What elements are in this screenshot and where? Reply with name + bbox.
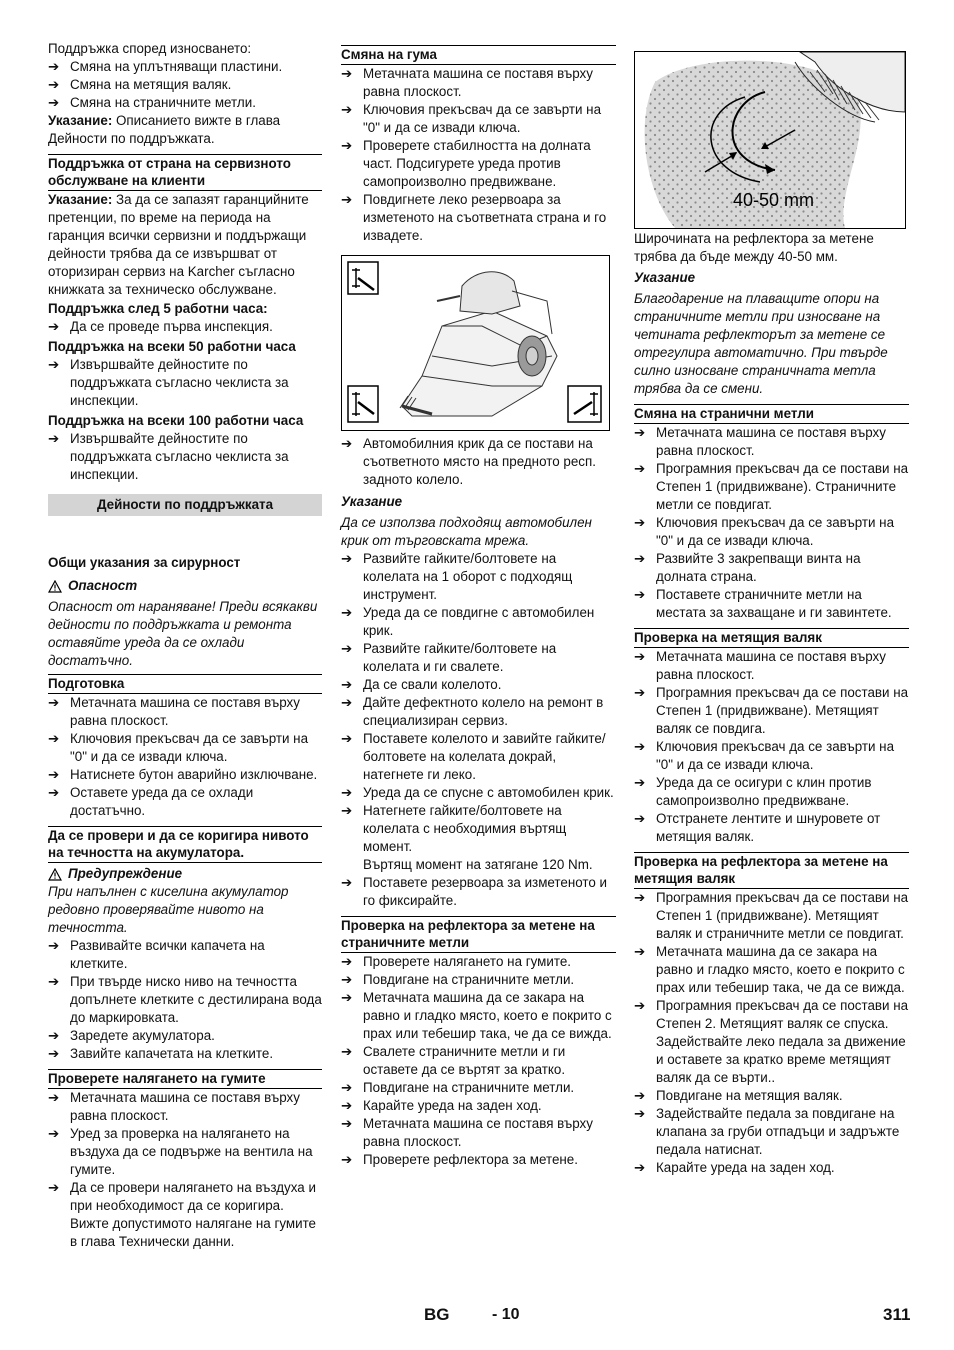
column-1 xyxy=(48,40,322,1251)
sweeper-illustration xyxy=(342,256,609,430)
note-heading: Указание xyxy=(341,494,403,509)
arrow-icon: ➔ xyxy=(341,803,353,818)
arrow-icon: ➔ xyxy=(48,1126,60,1141)
arrow-icon: ➔ xyxy=(634,1160,646,1175)
arrow-icon: ➔ xyxy=(341,1152,353,1167)
list-item: ➔ Повдигане на страничните метли. xyxy=(341,1080,575,1095)
warning-triangle-icon xyxy=(48,580,62,593)
list-item: ➔ Завийте капачетата на клетките. xyxy=(48,1046,274,1061)
arrow-icon: ➔ xyxy=(341,605,353,620)
safety-heading: Общи указания за сирурност xyxy=(48,555,241,570)
arrow-icon: ➔ xyxy=(634,775,646,790)
arrow-icon: ➔ xyxy=(341,138,353,153)
list-item: ➔ Отстранете лентите и шнуровете от метящия валяк. xyxy=(634,811,881,844)
tyre-heading: Проверете наляганетo на гумите xyxy=(48,1069,322,1089)
list-item: ➔ Повдигане на метящия валяк. xyxy=(634,1088,843,1103)
arrow-icon: ➔ xyxy=(634,649,646,664)
sweep-pattern-illustration xyxy=(635,52,905,228)
arrow-icon: ➔ xyxy=(48,785,60,800)
arrow-icon: ➔ xyxy=(341,641,353,656)
arrow-icon: ➔ xyxy=(634,461,646,476)
list-item: ➔ Метачната машина се поставя върху равна плоскост. xyxy=(48,695,300,728)
list-item: ➔ Оставете уреда да се охлади достатъчно. xyxy=(48,785,254,818)
list-item: ➔ Развивайте всички капачета на клетките. xyxy=(48,938,265,971)
list-item: ➔ Да се проведе първа инспекция. xyxy=(48,319,273,334)
list-item: ➔ Повдигнете леко резервоара за изметеното на съответната страна и го извадете. xyxy=(341,192,607,243)
arrow-icon: ➔ xyxy=(48,77,60,92)
list-item: ➔ Задействайте педала за повдигане на клапана за груби отпадъци и задръжте педала натиснат. xyxy=(634,1106,900,1157)
list-item: ➔ Смяна на страничните метли. xyxy=(48,95,256,110)
list-item: ➔ Ключовия прекъсвач да се завърти на "0" и да се извади ключа. xyxy=(48,731,309,764)
arrow-icon: ➔ xyxy=(634,685,646,700)
arrow-icon: ➔ xyxy=(341,1044,353,1059)
arrow-icon: ➔ xyxy=(341,990,353,1005)
list-item: ➔ Смяна на уплътняващи пластини. xyxy=(48,59,283,74)
list-item: ➔ Метачната машина се поставя върху равна плоскост. xyxy=(634,425,886,458)
arrow-icon: ➔ xyxy=(341,677,353,692)
roller-check-heading: Проверка на метящия валяк xyxy=(634,628,909,648)
prep-heading: Подготовка xyxy=(48,674,322,694)
arrow-icon: ➔ xyxy=(634,551,646,566)
arrow-icon: ➔ xyxy=(341,695,353,710)
list-item: ➔ При твърде ниско ниво на течността допълнете клетките с дестилирана вода до маркировката. xyxy=(48,974,322,1025)
intro-text: Поддръжка според износването: xyxy=(48,41,252,56)
list-item: ➔ Смяна на метящия валяк. xyxy=(48,77,232,92)
list-item: ➔ Да се провери налягането на въздуха и при необходимост да се коригира. Вижте допустимото налягане на гумите в глава Технически данни. xyxy=(48,1180,317,1249)
danger-label: Опасност xyxy=(48,577,322,595)
arrow-icon: ➔ xyxy=(48,767,60,782)
arrow-icon: ➔ xyxy=(48,431,60,446)
arrow-icon: ➔ xyxy=(634,890,646,905)
arrow-icon: ➔ xyxy=(341,192,353,207)
sweeper-jack-figure xyxy=(341,255,610,431)
list-item: ➔ Натегнете гайките/болтовете на колелата с необходимия въртящ момент. xyxy=(341,803,567,854)
arrow-icon: ➔ xyxy=(48,59,60,74)
list-item: ➔ Уреда да се повдигне с автомобилен крик. xyxy=(341,605,595,638)
list-item: ➔ Повдигане на страничните метли. xyxy=(341,972,575,987)
every100-heading: Поддръжка на всеки 100 работни часа xyxy=(48,413,304,428)
warning-label: Предупреждение xyxy=(48,865,322,883)
tyre-change-heading: Смяна на гума xyxy=(341,45,616,65)
page-number: 311 xyxy=(883,1305,911,1324)
sweep-pattern-figure xyxy=(634,51,906,229)
list-item: ➔ Свалете страничните метли и ги оставете да се въртят за кратко. xyxy=(341,1044,566,1077)
arrow-icon: ➔ xyxy=(48,1090,60,1105)
arrow-icon: ➔ xyxy=(48,1046,60,1061)
list-item: ➔ Ключовия прекъсвач да се завърти на "0" и да се извади ключа. xyxy=(341,102,602,135)
list-item: ➔ Проверете рефлектора за метене. xyxy=(341,1152,578,1167)
service-heading: Поддръжка от страна на сервизното обслужване на клиенти xyxy=(48,154,322,191)
list-item: ➔ Развийте 3 закрепващи винта на долната страна. xyxy=(634,551,861,584)
note-text: Да се използва подходящ автомобилен крик от търговската мрежа. xyxy=(341,515,592,548)
arrow-icon: ➔ xyxy=(48,95,60,110)
arrow-icon: ➔ xyxy=(48,357,60,372)
arrow-icon: ➔ xyxy=(341,972,353,987)
arrow-icon: ➔ xyxy=(48,731,60,746)
list-item: ➔ Да се свали колелото. xyxy=(341,677,502,692)
side-change-heading: Смяна на странични метли xyxy=(634,404,909,424)
footer-subpage: - 10 xyxy=(492,1306,520,1323)
arrow-icon: ➔ xyxy=(634,1106,646,1121)
column-3 xyxy=(634,40,909,1177)
list-item: ➔ Програмния прекъсвач да се постави на Степен 1 (придвижване). Метящият валяк се повдига. xyxy=(634,685,909,736)
list-item: ➔ Поставете страничните метли на местата за захващане и ги завинтете. xyxy=(634,587,892,620)
note-text: Благодарение на плаващите опори на страничните метли при износване на четината рефлекторът за метене се отрегулира автоматично. При твърде силно износване страничната метла трябва да се смени. xyxy=(634,291,888,396)
list-item: ➔ Метачната машина се поставя върху равна плоскост. xyxy=(341,66,593,99)
list-item: ➔ Ключовия прекъсвач да се завърти на "0" и да се извади ключа. xyxy=(634,739,895,772)
arrow-icon: ➔ xyxy=(341,102,353,117)
list-item: ➔ Метачната машина да се закара на равно и гладко място, което е покрито с прах или тебешир така, че да се вижда. xyxy=(634,944,905,995)
warning-triangle-icon xyxy=(48,868,62,881)
list-item: ➔ Натиснете бутон аварийно изключване. xyxy=(48,767,318,782)
arrow-icon: ➔ xyxy=(634,425,646,440)
footer-language: BG xyxy=(424,1305,450,1324)
list-item: ➔ Заредете акумулатора. xyxy=(48,1028,215,1043)
arrow-icon: ➔ xyxy=(341,1080,353,1095)
section-title: Дейности по поддръжката xyxy=(48,494,322,516)
list-item: ➔ Поставете резервоара за изметеното и го фиксирайте. xyxy=(341,875,608,908)
arrow-icon: ➔ xyxy=(48,974,60,989)
list-item: ➔ Поставете колелото и завийте гайките/болтовете на колелата докрай, натегнете ги леко. xyxy=(341,731,606,782)
list-item: ➔ Програмния прекъсвач да се постави на Степен 1 (придвижване). Метящият валяк и страничните метли се повдигат. xyxy=(634,890,909,941)
list-item: ➔ Развийте гайките/болтовете на колелата и ги свалете. xyxy=(341,641,557,674)
list-item: ➔ Ключовия прекъсвач да се завърти на "0" и да се извади ключа. xyxy=(634,515,895,548)
arrow-icon: ➔ xyxy=(341,785,353,800)
arrow-icon: ➔ xyxy=(634,944,646,959)
service-note: Указание: За да се запазят гаранцийните претенции, по време на периода на гаранция всички сервизни и поддържащи дейности трябва да се извършват от оторизиран сервиз на Karcher съгласно книжката за техническо обслужване. xyxy=(48,192,309,297)
arrow-icon: ➔ xyxy=(634,515,646,530)
list-item: ➔ Уреда да се спусне с автомобилен крик. xyxy=(341,785,614,800)
arrow-icon: ➔ xyxy=(634,811,646,826)
list-item: ➔ Карайте уреда на заден ход. xyxy=(634,1160,835,1175)
every50-heading: Поддръжка на всеки 50 работни часа xyxy=(48,339,296,354)
list-item: ➔ Карайте уреда на заден ход. xyxy=(341,1098,542,1113)
dimension-label: 40-50 mm xyxy=(733,190,815,210)
arrow-icon: ➔ xyxy=(341,66,353,81)
arrow-icon: ➔ xyxy=(341,875,353,890)
arrow-icon: ➔ xyxy=(48,1180,60,1195)
arrow-icon: ➔ xyxy=(341,436,353,451)
roller-reflector-heading: Проверка на рефлектора за метене на метящия валяк xyxy=(634,852,909,889)
figure-caption: Широчината на рефлектора за метене трябва да бъде между 40-50 мм. xyxy=(634,231,874,264)
side-check-heading: Проверка на рефлектора за метене на страничните метли xyxy=(341,916,616,953)
list-item: ➔ Проверете стабилността на долната част. Подсигурете уреда против самопроизволно предвижване. xyxy=(341,138,591,189)
arrow-icon: ➔ xyxy=(341,954,353,969)
list-item: ➔ Дайте дефектното колело на ремонт в специализиран сервиз. xyxy=(341,695,604,728)
arrow-icon: ➔ xyxy=(48,938,60,953)
list-item: ➔ Извършвайте дейностите по поддръжката съгласно чеклиста за инспекции. xyxy=(48,357,289,408)
note-heading: Указание xyxy=(634,270,696,285)
after5-heading: Поддръжка след 5 работни часа: xyxy=(48,301,268,316)
list-item: ➔ Метачната машина да се закара на равно и гладко място, което е покрито с прах или тебешир така, че да се вижда. xyxy=(341,990,612,1041)
list-item: ➔ Метачната машина се поставя върху равна плоскост. xyxy=(341,1116,593,1149)
arrow-icon: ➔ xyxy=(341,1098,353,1113)
arrow-icon: ➔ xyxy=(341,731,353,746)
note-paragraph: Указание: Описанието вижте в глава Дейности по поддръжката. xyxy=(48,113,281,146)
torque-text: Въртящ момент на затягане 120 Nm. xyxy=(363,857,593,872)
arrow-icon: ➔ xyxy=(48,1028,60,1043)
list-item: ➔ Програмния прекъсвач да се постави на Степен 2. Метящият валяк се спуска. Задействайте леко педала за движение и оставете за кратко време метящият валяк да се върти.. xyxy=(634,998,909,1085)
list-item: ➔ Развийте гайките/болтовете на колелата на 1 оборот с подходящ инструмент. xyxy=(341,551,573,602)
list-item: ➔ Автомобилния крик да се постави на съответното място на предното респ. задното колело. xyxy=(341,436,596,487)
battery-heading: Да се провери и да се коригира нивото на течността на акумулатора. xyxy=(48,826,322,863)
arrow-icon: ➔ xyxy=(634,587,646,602)
list-item: ➔ Програмния прекъсвач да се постави на Степен 1 (придвижване). Страничните метли се повдигат. xyxy=(634,461,909,512)
warning-text: При напълнен с киселина акумулатор редовно проверявайте нивото на течността. xyxy=(48,884,289,935)
arrow-icon: ➔ xyxy=(341,1116,353,1131)
arrow-icon: ➔ xyxy=(634,998,646,1013)
arrow-icon: ➔ xyxy=(341,551,353,566)
arrow-icon: ➔ xyxy=(634,739,646,754)
arrow-icon: ➔ xyxy=(634,1088,646,1103)
intro-list xyxy=(48,58,322,112)
arrow-icon: ➔ xyxy=(48,695,60,710)
arrow-icon: ➔ xyxy=(48,319,60,334)
list-item: ➔ Проверете наляганетo на гумите. xyxy=(341,954,571,969)
list-item: ➔ Метачната машина се поставя върху равна плоскост. xyxy=(48,1090,300,1123)
column-2 xyxy=(341,40,616,1169)
danger-text: Опасност от нараняване! Преди всякакви дейности по поддръжката и ремонта оставяйте уреда да се охлади достатъчно. xyxy=(48,599,318,668)
list-item: ➔ Уред за проверка на налягането на въздуха да се подвърже на вентила на гумите. xyxy=(48,1126,313,1177)
list-item: ➔ Извършвайте дейностите по поддръжката съгласно чеклиста за инспекции. xyxy=(48,431,289,482)
list-item: ➔ Уреда да се осигури с клин против самопроизволно предвижване. xyxy=(634,775,872,808)
list-item: ➔ Метачната машина се поставя върху равна плоскост. xyxy=(634,649,886,682)
